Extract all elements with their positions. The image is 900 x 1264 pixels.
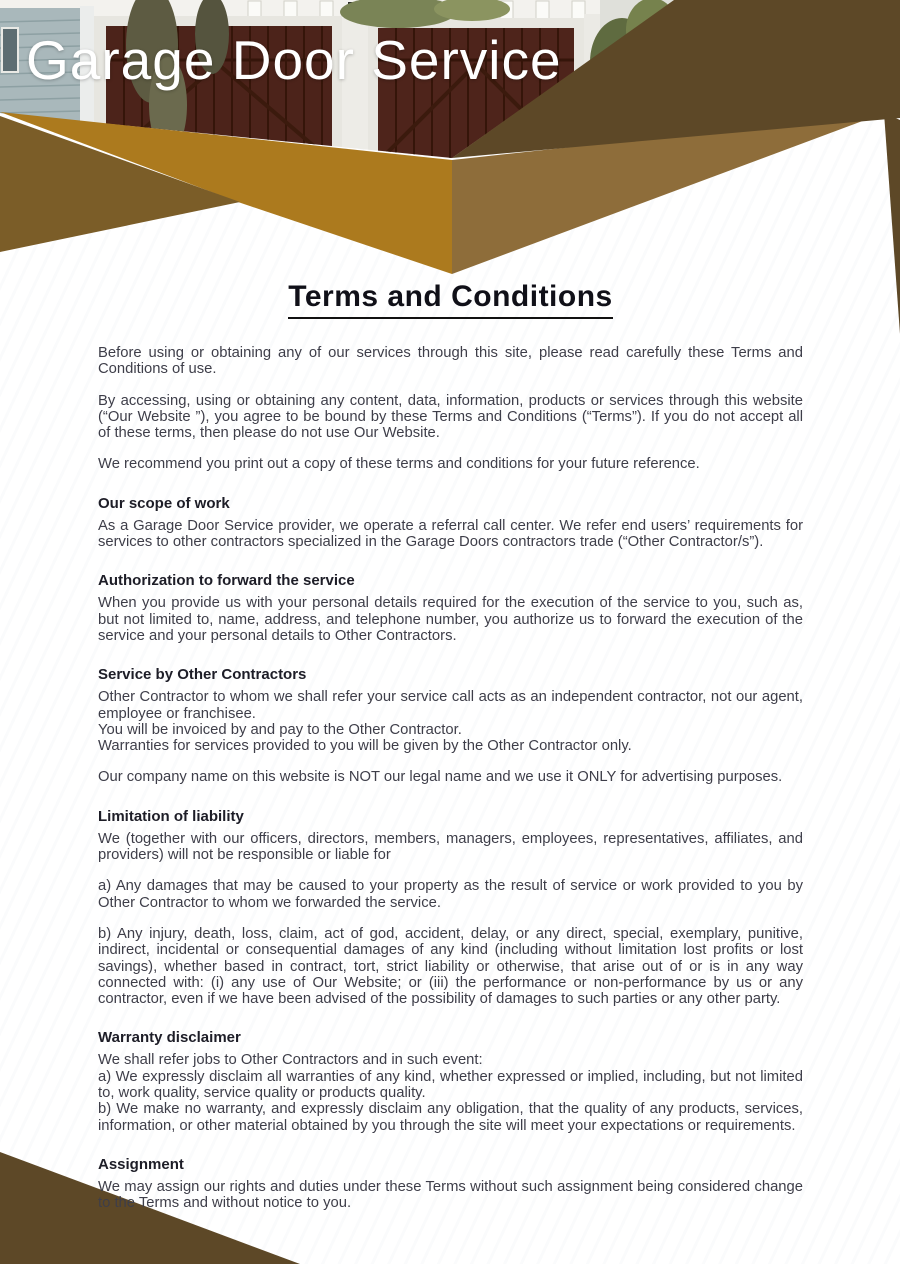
- paragraph: [98, 831, 803, 864]
- section-heading: Service by Other Contractors: [98, 666, 307, 684]
- sections-container: [98, 345, 803, 1212]
- paragraph: [98, 689, 803, 754]
- paragraph-line: You will be invoiced by and pay to the Other Contractor.: [98, 721, 462, 738]
- section-heading: Our scope of work: [98, 494, 230, 512]
- paragraph-line: We (together with our officers, directors, members, managers, employees, representatives, affiliates, and providers) will not be responsible or liable for: [98, 830, 803, 864]
- paragraph: [98, 345, 803, 378]
- paragraph-line: We shall refer jobs to Other Contractors and in such event:: [98, 1052, 483, 1069]
- paragraph-line: By accessing, using or obtaining any content, data, information, products or services through this website (“Our Website ”), you agree to be bound by these Terms and Conditions (“Terms”). If you do not accept all of these terms, then please do not use Our Website.: [98, 392, 803, 442]
- paragraph-line: Other Contractor to whom we shall refer your service call acts as an independent contractor, not our agent, employee or franchisee.: [98, 689, 803, 722]
- paragraph: [98, 456, 803, 472]
- paragraph-line: We recommend you print out a copy of these terms and conditions for your future reference.: [98, 456, 700, 473]
- paragraph: [98, 1179, 803, 1212]
- paragraph-line: b) We make no warranty, and expressly disclaim any obligation, that the quality of any products, services, information, or other material obtained by you through the site will meet your expectations or requirements.: [98, 1101, 803, 1134]
- paragraph: [98, 393, 803, 442]
- paragraph-line: We may assign our rights and duties under these Terms without such assignment being considered change to the Terms and without notice to you.: [98, 1178, 803, 1212]
- section-heading: Authorization to forward the service: [98, 572, 355, 590]
- paragraph-line: b) Any injury, death, loss, claim, act of god, accident, delay, or any direct, special, exemplary, punitive, indirect, incidental or consequential damages of any kind (including without limitation lost profits or lost savings), whether based in contract, tort, strict liability or otherwise, that arise out of or is in any way connected with: (i) any use of Our Website; or (iii) the performance or non-performance by us or any contractor, even if we have been advised of the possibility of damages to such parties or any other party.: [98, 925, 803, 1008]
- paragraph: [98, 926, 803, 1007]
- paragraph-line: Our company name on this website is NOT our legal name and we use it ONLY for advertising purposes.: [98, 769, 783, 786]
- paragraph: [98, 1052, 803, 1133]
- paragraph-line: a) Any damages that may be caused to your property as the result of service or work provided to you by Other Contractor to whom we forwarded the service.: [98, 878, 803, 911]
- paragraph-line: Before using or obtaining any of our services through this site, please read carefully these Terms and Conditions of use.: [98, 345, 803, 378]
- paragraph-line: When you provide us with your personal details required for the execution of the service to you, such as, but not limited to, name, address, and telephone number, you authorize us to forward the execution of the service and your personal details to Other Contractors.: [98, 595, 803, 644]
- paragraph-line: Warranties for services provided to you will be given by the Other Contractor only.: [98, 738, 632, 755]
- paragraph-line: a) We expressly disclaim all warranties of any kind, whether expressed or implied, including, but not limited to, work quality, service quality or products quality.: [98, 1068, 803, 1102]
- section-heading: Warranty disclaimer: [98, 1029, 241, 1047]
- section-heading: Assignment: [98, 1155, 184, 1173]
- page-title-wrap: [98, 280, 803, 319]
- paragraph-line: As a Garage Door Service provider, we operate a referral call center. We refer end users’ requirements for services to other contractors specialized in the Garage Doors contractors trade (“Other Contractor/s”).: [98, 517, 803, 551]
- paragraph: [98, 769, 803, 785]
- page-title: Terms and Conditions: [288, 280, 612, 319]
- paragraph: [98, 595, 803, 644]
- banner-title: Garage Door Service: [26, 29, 562, 91]
- paragraph: [98, 518, 803, 551]
- section-heading: Limitation of liability: [98, 807, 244, 825]
- paragraph: [98, 878, 803, 911]
